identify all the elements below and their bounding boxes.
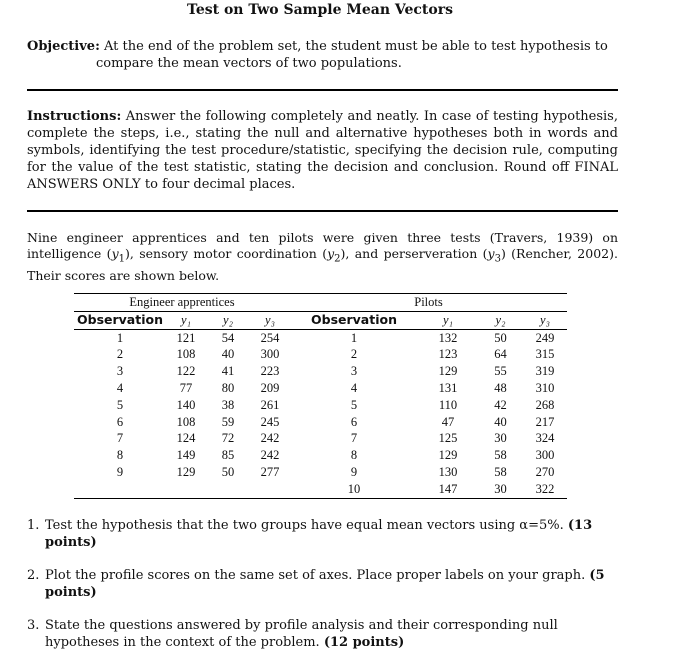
engineer-cell: 108 — [176, 347, 196, 362]
group-header-pilots: Pilots — [290, 294, 567, 312]
engineer-cell: 108 — [176, 414, 196, 429]
pilot-cell: 42 — [494, 397, 507, 412]
engineer-cell: 242 — [260, 431, 280, 446]
pilot-cell: 315 — [535, 347, 555, 362]
pilot-cell: 8 — [350, 448, 358, 463]
table-row — [74, 397, 567, 414]
engineer-cell: 277 — [260, 464, 280, 479]
pilot-cell: 4 — [350, 380, 358, 395]
pilot-cell: 129 — [438, 364, 458, 379]
variable-header-y1: y₁ — [166, 311, 206, 329]
pilot-cell: 40 — [494, 414, 507, 429]
pilot-cell: 110 — [438, 397, 458, 412]
group-header-engineers: Engineer apprentices — [74, 294, 290, 312]
engineer-cell: 122 — [176, 364, 196, 379]
pilot-cell: 300 — [535, 448, 555, 463]
objective-label: Objective: — [27, 39, 100, 54]
pilot-cell: 47 — [441, 414, 455, 429]
page-title: Test on Two Sample Mean Vectors — [187, 2, 453, 18]
engineer-cell — [250, 481, 290, 498]
engineer-cell: 300 — [260, 347, 280, 362]
observation-header: Observation — [74, 311, 166, 329]
engineer-cell: 3 — [116, 364, 124, 379]
variable-header-y1: y₁ — [418, 311, 478, 329]
question-item — [27, 567, 618, 601]
pilot-cell: 319 — [535, 364, 555, 379]
variable-header-y3: y₃ — [523, 311, 567, 329]
engineer-cell: 8 — [116, 448, 124, 463]
pilot-cell: 217 — [535, 414, 555, 429]
question-points: (5 points) — [45, 568, 605, 600]
question-points: (13 points) — [45, 518, 593, 550]
pilot-cell: 2 — [350, 347, 358, 362]
pilot-cell: 131 — [438, 380, 458, 395]
pilot-cell: 324 — [535, 431, 555, 446]
engineer-cell: 54 — [221, 330, 235, 345]
pilot-cell: 58 — [494, 448, 507, 463]
engineer-cell: 140 — [176, 397, 196, 412]
objective-line-1: At the end of the problem set, the student must be able to test hypothesis to — [104, 39, 608, 54]
pilot-cell: 5 — [350, 397, 358, 412]
engineer-cell: 41 — [221, 364, 235, 379]
pilot-cell: 58 — [494, 464, 507, 479]
pilot-cell: 55 — [494, 364, 507, 379]
engineer-cell: 80 — [221, 380, 235, 395]
engineer-cell: 77 — [179, 380, 193, 395]
engineer-cell: 72 — [221, 431, 235, 446]
engineer-cell: 38 — [221, 397, 235, 412]
engineer-cell: 124 — [176, 431, 196, 446]
pilot-cell: 125 — [438, 431, 458, 446]
engineer-cell: 6 — [116, 414, 124, 429]
table-row — [74, 414, 567, 431]
question-text: Plot the profile scores on the same set of axes. Place proper labels on your graph. — [45, 568, 590, 583]
engineer-cell: 59 — [221, 414, 235, 429]
engineer-cell: 9 — [116, 464, 124, 479]
pilot-cell: 310 — [535, 380, 555, 395]
engineer-cell: 5 — [116, 397, 124, 412]
scores-table — [74, 293, 567, 499]
divider — [27, 210, 618, 212]
pilot-cell: 3 — [350, 364, 358, 379]
pilot-cell: 268 — [535, 397, 555, 412]
pilot-cell: 50 — [494, 330, 507, 345]
question-text: Test the hypothesis that the two groups have equal mean vectors using α=5%. — [45, 518, 568, 533]
engineer-cell: 245 — [260, 414, 280, 429]
pilot-cell: 10 — [290, 481, 418, 498]
pilot-cell: 48 — [494, 380, 507, 395]
var-subscript: 1 — [118, 253, 125, 265]
objective-line-2: compare the mean vectors of two populations. — [96, 56, 402, 71]
variable-header-y2: y₂ — [478, 311, 523, 329]
question-points: (12 points) — [323, 635, 405, 650]
question-number: 1. — [27, 518, 40, 533]
engineer-cell: 261 — [260, 397, 280, 412]
pilot-cell: 147 — [418, 481, 478, 498]
engineer-cell: 40 — [221, 347, 235, 362]
engineer-cell: 85 — [221, 448, 235, 463]
instructions-section — [27, 108, 618, 193]
engineer-cell: 4 — [116, 380, 124, 395]
instructions-label: Instructions: — [27, 109, 122, 124]
column-header-row — [74, 311, 567, 329]
engineer-cell: 121 — [176, 330, 196, 345]
pilot-cell: 270 — [535, 464, 555, 479]
table-row — [74, 329, 567, 346]
problem-text: ), sensory motor coordination ( — [125, 246, 328, 261]
table-row — [74, 447, 567, 464]
engineer-cell: 50 — [221, 464, 235, 479]
var-subscript: 2 — [334, 253, 341, 265]
table-row — [74, 363, 567, 380]
engineer-cell: 1 — [116, 330, 124, 345]
var-y: y — [487, 246, 495, 261]
pilot-cell: 64 — [494, 347, 507, 362]
pilot-cell: 30 — [494, 431, 507, 446]
engineer-cell — [74, 481, 166, 498]
pilot-cell: 6 — [350, 414, 358, 429]
questions-list — [27, 517, 618, 667]
pilot-cell: 30 — [478, 481, 523, 498]
table-row — [74, 464, 567, 481]
var-y: y — [111, 246, 119, 261]
problem-text: ), and perserveration ( — [340, 246, 488, 261]
pilot-cell: 1 — [350, 330, 358, 345]
divider — [27, 89, 618, 91]
question-number: 3. — [27, 618, 40, 633]
instructions-text: Answer the following completely and neatly. In case of testing hypothesis, complete the steps, i.e., stating the null and alternative hypotheses both in words and symbols, identifying the test procedure/statistic, specifying the decision rule, computing for the value of the test statistic, stating the decision and conclusion. Round off FINAL ANSWERS ONLY to four decimal places. — [27, 109, 618, 192]
pilot-cell: 249 — [535, 330, 555, 345]
problem-statement — [27, 230, 618, 284]
table-row — [74, 346, 567, 363]
objective-section — [27, 38, 617, 72]
engineer-cell: 223 — [260, 364, 280, 379]
var-y: y — [327, 246, 335, 261]
engineer-cell: 2 — [116, 347, 124, 362]
question-number: 2. — [27, 568, 40, 583]
pilot-cell: 132 — [438, 330, 458, 345]
engineer-cell: 129 — [176, 464, 196, 479]
variable-header-y3: y₃ — [250, 311, 290, 329]
engineer-cell: 242 — [260, 448, 280, 463]
problem-text: ) (Rencher, 2002). Their scores are shown below. — [27, 246, 618, 283]
question-item — [27, 517, 618, 551]
question-text: State the questions answered by profile analysis and their corresponding null hypotheses in the context of the problem. — [45, 618, 558, 650]
engineer-cell: 254 — [260, 330, 280, 345]
engineer-cell: 7 — [116, 431, 124, 446]
question-item — [27, 617, 618, 651]
pilot-cell: 9 — [350, 464, 358, 479]
table-row — [74, 430, 567, 447]
pilot-cell: 322 — [523, 481, 567, 498]
pilot-cell: 123 — [438, 347, 458, 362]
pilot-cell: 129 — [438, 448, 458, 463]
variable-header-y2: y₂ — [206, 311, 250, 329]
table-row — [74, 481, 567, 498]
problem-text: Nine engineer apprentices and ten pilots were given three tests (Travers, 1939) on intelligence ( — [27, 230, 618, 261]
engineer-cell — [206, 481, 250, 498]
pilot-cell: 130 — [438, 464, 458, 479]
pilot-cell: 7 — [350, 431, 358, 446]
engineer-cell: 209 — [260, 380, 280, 395]
engineer-cell — [166, 481, 206, 498]
table-row — [74, 380, 567, 397]
engineer-cell: 149 — [176, 448, 196, 463]
observation-header: Observation — [290, 311, 418, 329]
var-subscript: 3 — [494, 253, 501, 265]
